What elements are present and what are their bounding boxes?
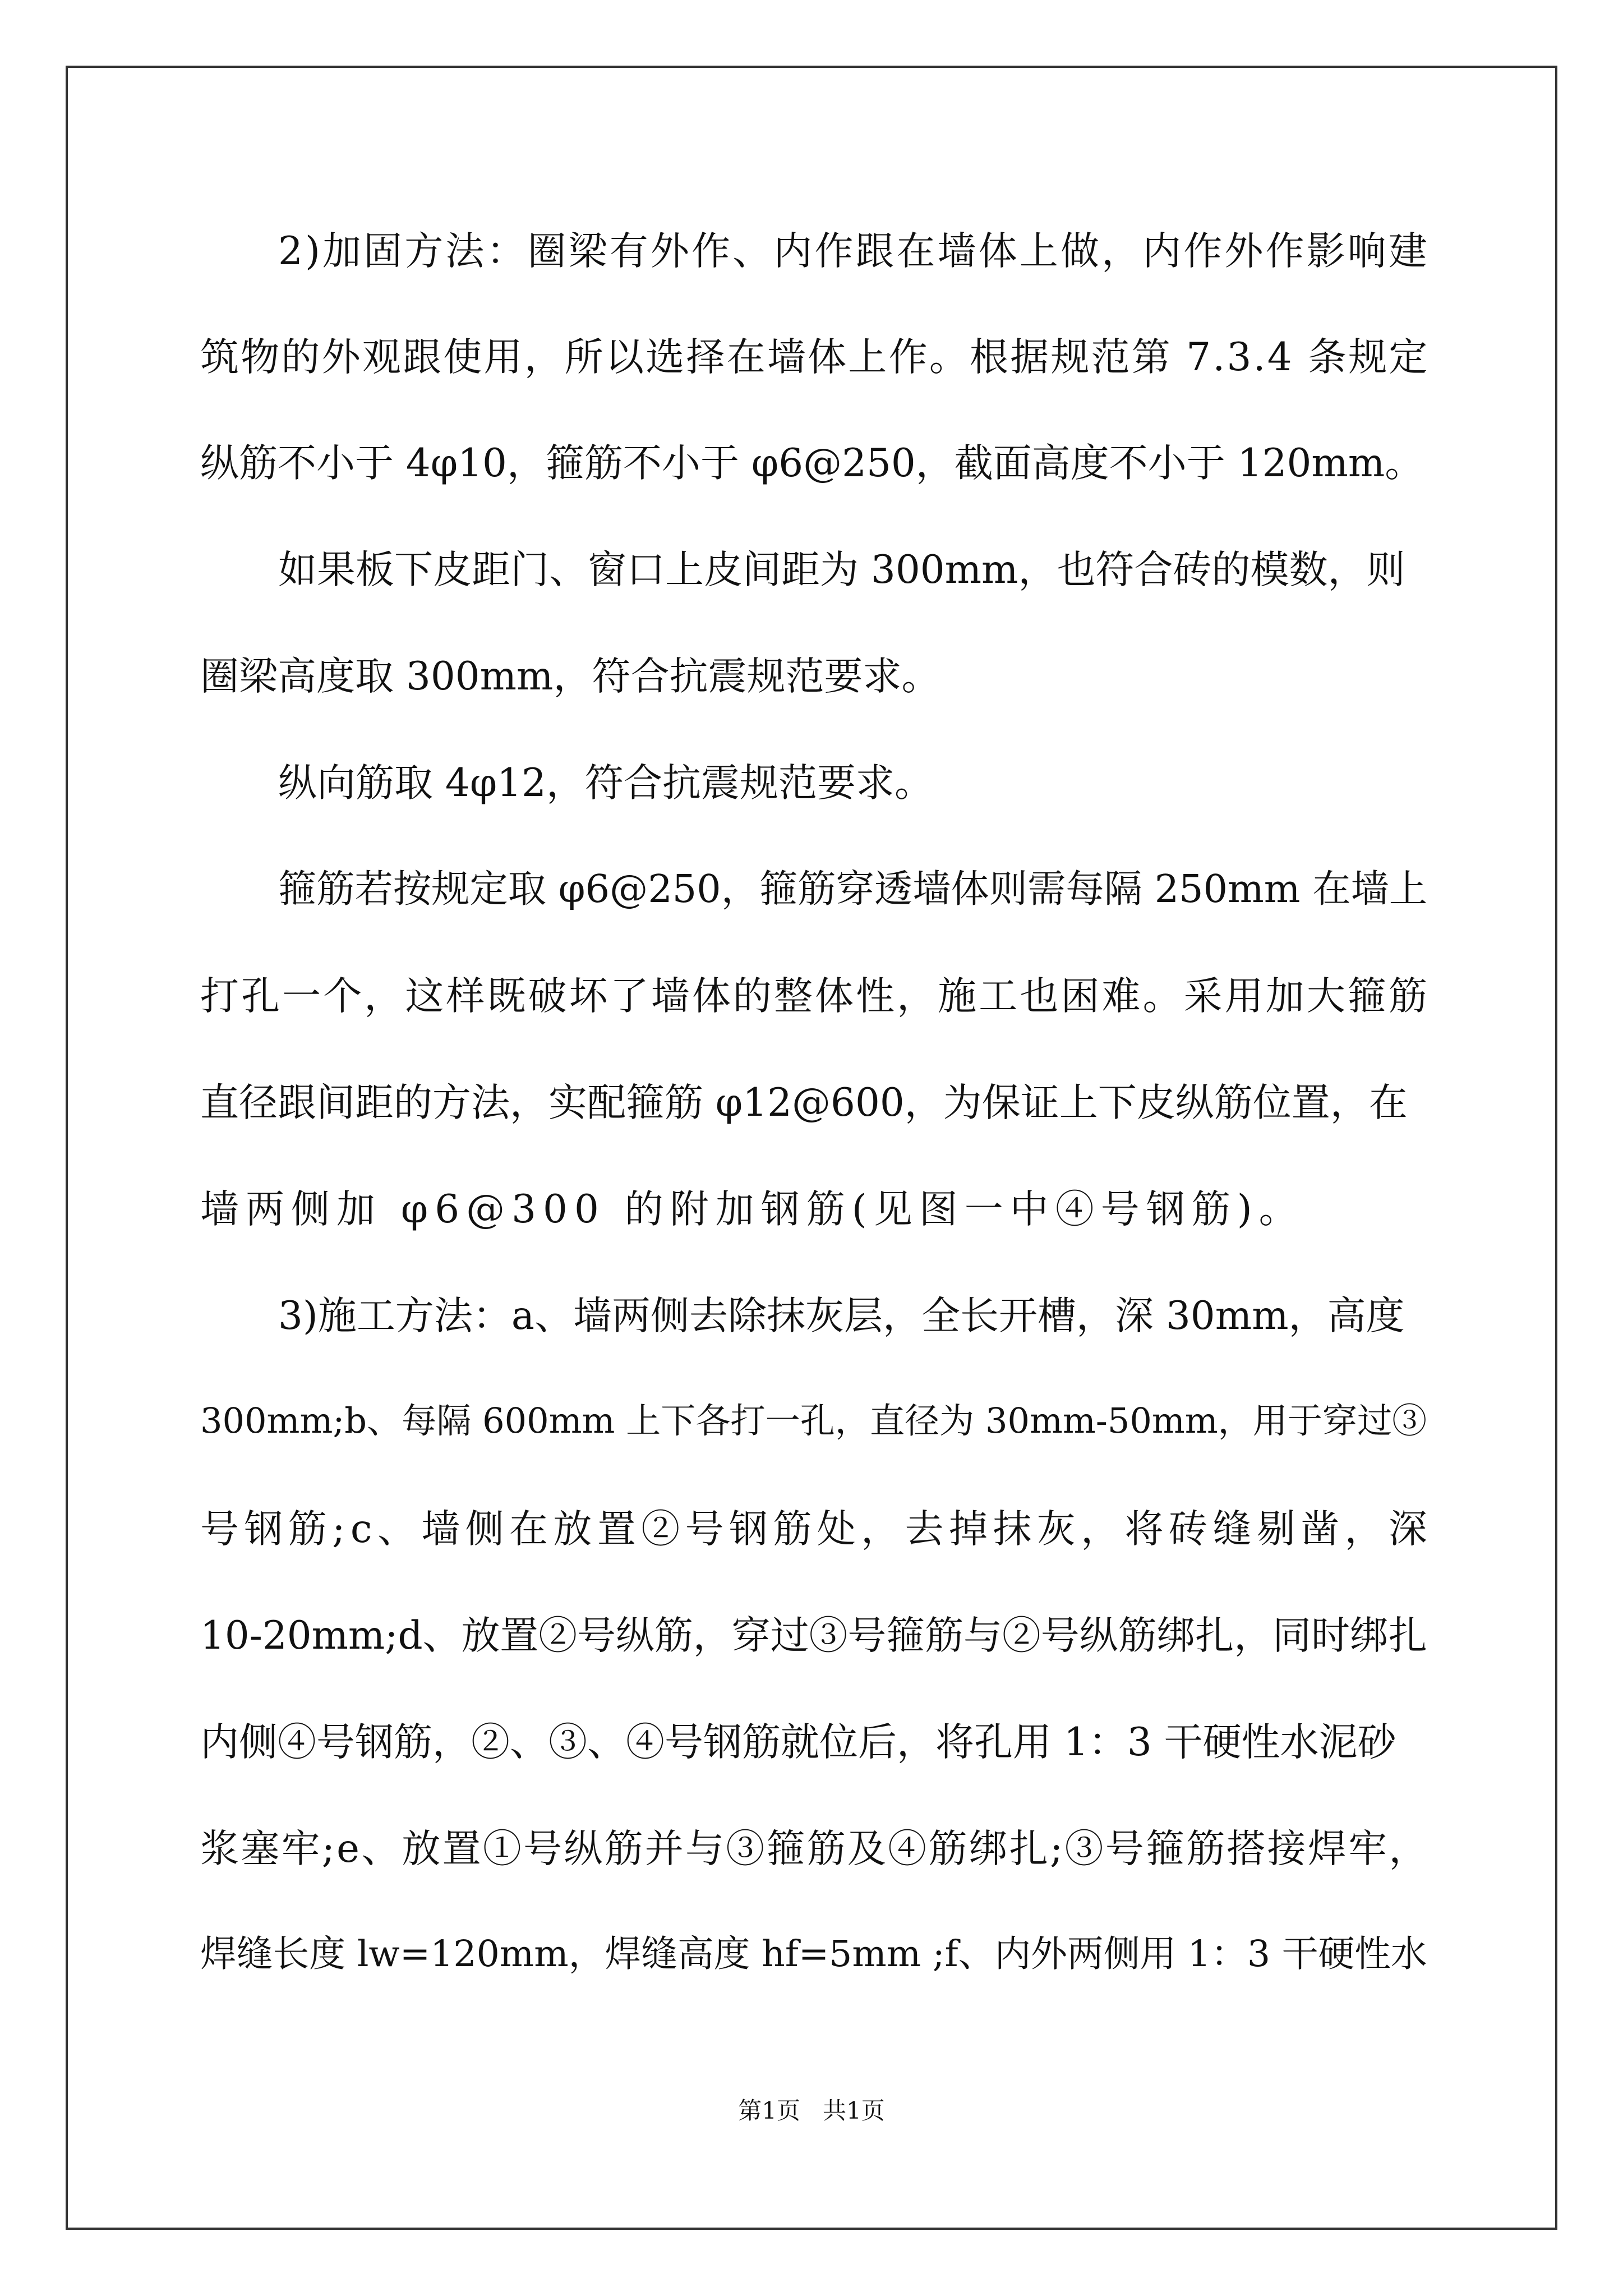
page-number-footer: 第1页 共1页 [738, 2097, 885, 2124]
page-border [66, 66, 1557, 2230]
text-line: 直径跟间距的方法，实配箍筋 φ12@600，为保证上下皮纵筋位置，在 [200, 1080, 1408, 1125]
text-line: 2)加固方法：圈梁有外作、内作跟在墙体上做，内作外作影响建 [278, 229, 1430, 274]
text-line: 焊缝长度 lw=120mm，焊缝高度 hf=5mm ;f、内外两侧用 1：3 干硬性水 [200, 1933, 1427, 1975]
text-line: 300mm;b、每隔 600mm 上下各打一孔，直径为 30mm-50mm，用于穿过③ [200, 1400, 1427, 1441]
text-line: 打孔一个，这样既破坏了墙体的整体性，施工也困难。采用加大箍筋 [200, 974, 1430, 1019]
text-line: 墙两侧加 φ6@300 的附加钢筋(见图一中④号钢筋)。 [200, 1187, 1304, 1232]
text-line: 内侧④号钢筋，②、③、④号钢筋就位后，将孔用 1：3 干硬性水泥砂 [200, 1720, 1396, 1765]
text-line: 圈梁高度取 300mm，符合抗震规范要求。 [200, 654, 940, 699]
text-line: 10-20mm;d、放置②号纵筋，穿过③号箍筋与②号纵筋绑扎，同时绑扎 [200, 1613, 1427, 1658]
text-line: 筑物的外观跟使用，所以选择在墙体上作。根据规范第 7.3.4 条规定 [200, 335, 1430, 380]
text-line: 箍筋若按规定取 φ6@250，箍筋穿透墙体则需每隔 250mm 在墙上 [278, 867, 1428, 912]
text-line: 如果板下皮距门、窗口上皮间距为 300mm，也符合砖的模数，则 [278, 547, 1405, 592]
text-line: 浆塞牢;e、放置①号纵筋并与③箍筋及④筋绑扎;③号箍筋搭接焊牢， [200, 1826, 1430, 1871]
text-line: 号钢筋;c、墙侧在放置②号钢筋处，去掉抹灰，将砖缝剔凿，深 [200, 1507, 1433, 1552]
text-line: 纵向筋取 4φ12，符合抗震规范要求。 [278, 761, 933, 806]
text-line: 3)施工方法：a、墙两侧去除抹灰层，全长开槽，深 30mm，高度 [278, 1294, 1405, 1338]
text-line: 纵筋不小于 4φ10，箍筋不小于 φ6@250，截面高度不小于 120mm。 [200, 441, 1424, 486]
